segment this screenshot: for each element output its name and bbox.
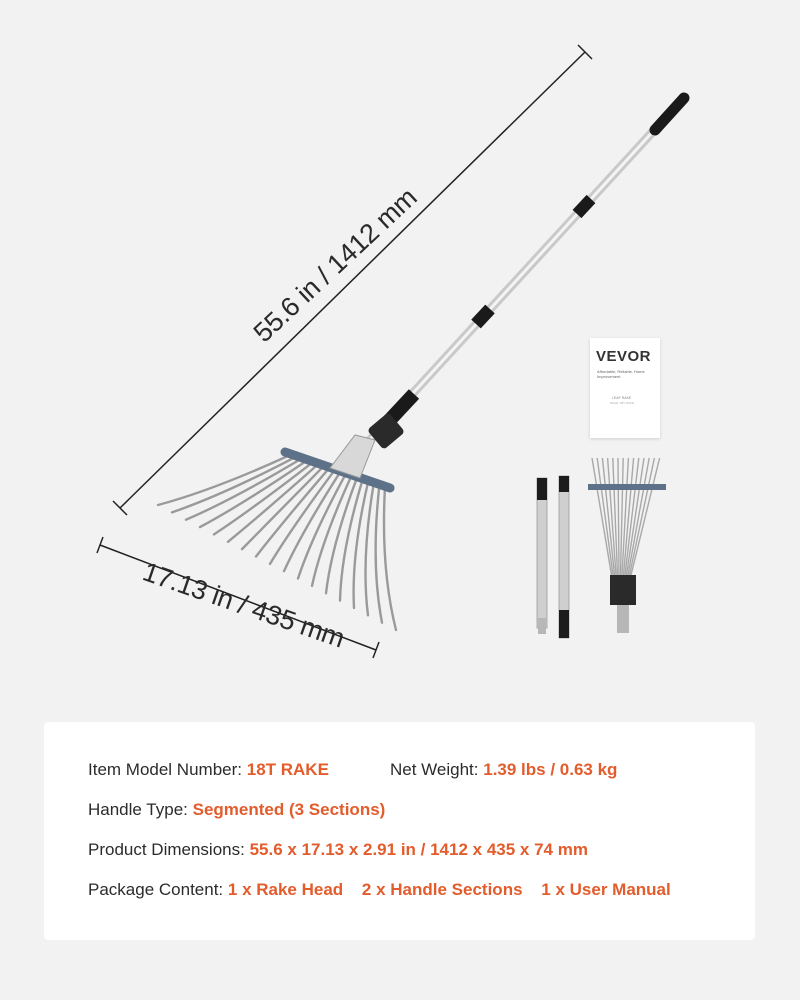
spec-package-item: 1 x User Manual xyxy=(541,880,671,899)
rake-tine xyxy=(298,474,346,579)
rake-tine xyxy=(384,487,396,630)
folded-crossbar xyxy=(588,484,666,490)
spec-dimensions-row xyxy=(88,840,588,860)
spec-weight-row xyxy=(390,760,617,780)
handle-section-2 xyxy=(559,476,569,638)
spec-weight-label: Net Weight: xyxy=(390,760,479,779)
spec-dimensions-label: Product Dimensions: xyxy=(88,840,245,859)
spec-package-item: 1 x Rake Head xyxy=(227,880,344,899)
spec-package-label: Package Content: xyxy=(88,880,224,899)
spec-handle-row xyxy=(88,800,385,820)
rake-tine xyxy=(340,479,363,600)
spec-model-row xyxy=(88,760,329,780)
spec-weight-value: 1.39 lbs / 0.63 kg xyxy=(483,760,618,779)
spec-model-value: 18T RAKE xyxy=(246,760,329,779)
folded-tine xyxy=(618,458,619,575)
spec-package-item: 2 x Handle Sections xyxy=(361,880,523,899)
spec-handle-label: Handle Type: xyxy=(88,800,188,819)
length-dimension-label: 55.6 in / 1412 mm xyxy=(247,182,423,349)
rake-tine xyxy=(186,459,301,520)
spec-handle-value: Segmented (3 Sections) xyxy=(192,800,386,819)
rake-tine xyxy=(365,483,373,615)
manual-brand-logo: VEVOR xyxy=(596,348,652,365)
width-dimension-label: 17.13 in / 435 mm xyxy=(139,556,349,654)
folded-thread xyxy=(617,605,629,633)
spec-model-label: Item Model Number: xyxy=(88,760,242,779)
spec-dimensions-value: 55.6 x 17.13 x 2.91 in / 1412 x 435 x 74 mm xyxy=(249,840,588,859)
manual-title: LEAF RAKE xyxy=(612,396,632,400)
spec-package-row xyxy=(88,880,671,900)
rake-tine xyxy=(256,468,329,556)
rake-tine xyxy=(172,457,296,512)
manual-tagline: Affordable, Reliable, Home Improvement xyxy=(597,369,645,379)
folded-rake-head xyxy=(588,458,666,633)
rake-tine xyxy=(376,485,382,623)
manual-subtitle: Model: 18T RAKE xyxy=(610,401,634,405)
folded-connector xyxy=(610,575,636,605)
handle-section-1 xyxy=(537,478,547,634)
user-manual xyxy=(590,338,660,438)
rake-tine xyxy=(270,470,335,564)
spec-card xyxy=(44,722,755,940)
folded-tine xyxy=(597,458,613,575)
rake-tine xyxy=(158,455,290,505)
